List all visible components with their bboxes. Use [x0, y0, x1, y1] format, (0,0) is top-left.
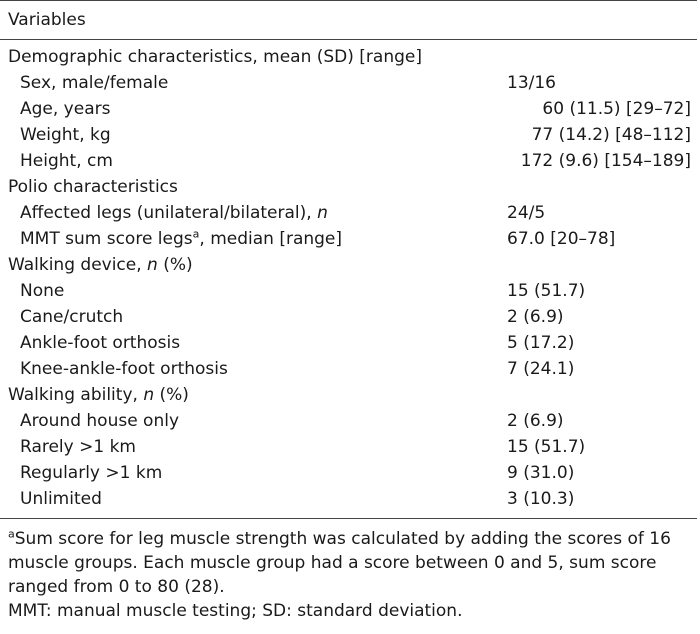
table-row — [0, 96, 697, 122]
row-value: 24/5 — [507, 203, 546, 223]
row-value: 172 (9.6) [154–189] — [520, 151, 691, 171]
row-label: None — [20, 281, 65, 301]
row-value: 60 (11.5) [29–72] — [542, 99, 691, 119]
table-row — [0, 70, 697, 96]
row-value: 15 (51.7) — [507, 437, 586, 457]
section-title: Walking ability, n (%) — [8, 385, 189, 405]
footnote-abbreviations: MMT: manual muscle testing; SD: standard deviation. — [8, 601, 463, 621]
row-label: Height, cm — [20, 151, 113, 171]
row-label: Weight, kg — [20, 125, 111, 145]
table-row — [0, 122, 697, 148]
row-value: 2 (6.9) — [507, 307, 564, 327]
table-header: Variables — [0, 1, 697, 39]
table-row — [0, 226, 697, 252]
section-title: Polio characteristics — [8, 177, 178, 197]
row-value: 7 (24.1) — [507, 359, 575, 379]
row-value: 67.0 [20–78] — [507, 229, 616, 249]
table-row — [0, 434, 697, 460]
table-row — [0, 148, 697, 174]
row-label: Ankle-foot orthosis — [20, 333, 181, 353]
table-footnotes — [0, 519, 697, 623]
row-value: 13/16 — [507, 73, 556, 93]
row-value: 2 (6.9) — [507, 411, 564, 431]
row-value: 5 (17.2) — [507, 333, 575, 353]
footnote-a-text: Sum score for leg muscle strength was calculated by adding the scores of 16 muscle groups. Each muscle group had a score between 0 and 5, sum score ranged from 0 to 80 (28). — [8, 529, 671, 597]
section-row — [0, 252, 697, 278]
section-title: Demographic characteristics, mean (SD) [range] — [8, 47, 422, 67]
table-row — [0, 200, 697, 226]
section-row — [0, 174, 697, 200]
row-value: 3 (10.3) — [507, 489, 575, 509]
row-label: Sex, male/female — [20, 73, 169, 93]
table-row — [0, 330, 697, 356]
table-row — [0, 460, 697, 486]
table-row — [0, 408, 697, 434]
table-row — [0, 304, 697, 330]
row-label: Affected legs (unilateral/bilateral), n — [20, 203, 328, 223]
row-label: Cane/crutch — [20, 307, 124, 327]
row-label: Knee-ankle-foot orthosis — [20, 359, 228, 379]
table-body — [0, 40, 697, 512]
row-label: Age, years — [20, 99, 111, 119]
row-label: Rarely >1 km — [20, 437, 136, 457]
footnote-a — [8, 527, 689, 599]
row-value: 77 (14.2) [48–112] — [531, 125, 691, 145]
section-row — [0, 44, 697, 70]
footnote-a-marker: a — [8, 527, 15, 541]
row-label: MMT sum score legs$^a$, median [range] — [20, 227, 343, 249]
row-value: 9 (31.0) — [507, 463, 575, 483]
table-row — [0, 356, 697, 382]
row-value: 15 (51.7) — [507, 281, 586, 301]
table-row — [0, 486, 697, 512]
row-label: Unlimited — [20, 489, 102, 509]
table-row — [0, 278, 697, 304]
section-row — [0, 382, 697, 408]
row-label: Around house only — [20, 411, 180, 431]
row-label: Regularly >1 km — [20, 463, 163, 483]
section-title: Walking device, n (%) — [8, 255, 193, 275]
